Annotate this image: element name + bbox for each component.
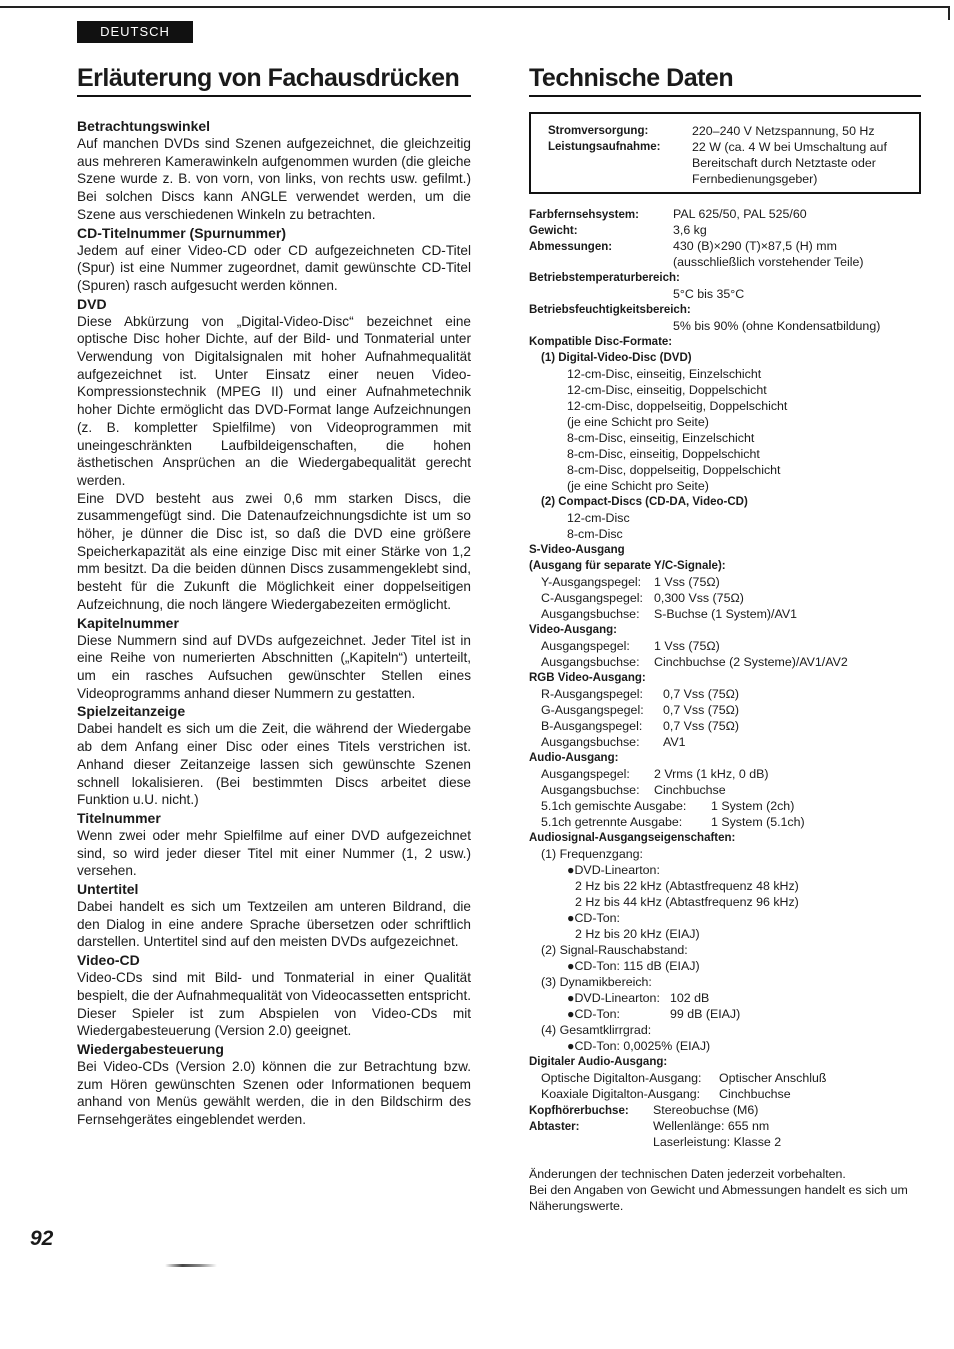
- spec-value: 5% bis 90% (ohne Kondensatbildung): [673, 319, 881, 333]
- spec-value: 2 Vrms (1 kHz, 0 dB): [654, 767, 769, 781]
- disc-format-item: 8-cm-Disc, doppelseitig, Doppelschicht: [567, 463, 781, 477]
- spec-value: Stereobuchse (M6): [653, 1103, 759, 1117]
- spec-value: Cinchbuchse: [654, 783, 726, 797]
- spec-note: (ausschließlich vorstehender Teile): [673, 255, 864, 269]
- spec-value: 2 Hz bis 22 kHz (Abtastfrequenz 48 kHz): [575, 879, 799, 893]
- term-heading: CD-Titelnummer (Spurnummer): [77, 224, 286, 241]
- term-text: Bei Video-CDs (Version 2.0) können die zur Betrachtung bzw. zum Hören gewünschten Szenen oder Informationen bequem anhand von Menüs gewählt werden, die in den Bildschirm des Fernsehgerätes eingeblendet werden.: [77, 1058, 471, 1128]
- term-heading: Wiedergabesteuerung: [77, 1040, 224, 1057]
- spec-sublabel: (2) Signal-Rauschabstand:: [541, 943, 688, 957]
- spec-sublabel: (3) Dynamikbereich:: [541, 975, 652, 989]
- term-text: Dabei handelt es sich um die Zeit, die während der Wiedergabe ab dem Anfang einer Disc oder eines Titels verstrichen ist. Anhand dieser Zeitanzeige lassen sich gewünschte Szenen schnell lokalisieren. (Bei bestimmten Discs arbeitet diese Funktion u.U. nicht.): [77, 721, 471, 808]
- term-text: Jedem auf einer Video-CD oder CD aufgezeichneten CD-Titel (Spur) ist eine Nummer zugeordnet, damit gewünschte CD-Titel (Spuren) rasch aufgesucht werden können.: [77, 242, 471, 293]
- spec-label: Video-Ausgang:: [529, 624, 617, 636]
- spec-value: 2 Hz bis 20 kHz (EIAJ): [575, 927, 700, 941]
- spec-label: Leistungsaufnahme:: [548, 141, 661, 153]
- specs-title: Technische Daten: [529, 64, 921, 97]
- term-text: Wenn zwei oder mehr Spielfilme auf einer DVD aufgezeichnet sind, so wird jeder dieser Titel mit einer Nummer (1, 2 usw.) versehen.: [77, 827, 471, 879]
- spec-value: 3,6 kg: [673, 223, 707, 237]
- term-heading: Video-CD: [77, 952, 140, 969]
- disc-format-heading: (2) Compact-Discs (CD-DA, Video-CD): [541, 496, 748, 508]
- spec-sublabel: C-Ausgangspegel:: [541, 591, 643, 605]
- spec-sublabel: ●CD-Ton:: [567, 1007, 620, 1021]
- spec-value: 1 System (5.1ch): [711, 815, 805, 829]
- spec-label: Abmessungen:: [529, 241, 613, 253]
- note-line: Bei den Angaben von Gewicht und Abmessungen handelt es sich um Näherungswerte.: [529, 1183, 908, 1213]
- spec-label: Abtaster:: [529, 1121, 580, 1133]
- spec-value: ●CD-Ton: 115 dB (EIAJ): [567, 959, 700, 973]
- disc-format-item: 8-cm-Disc: [567, 527, 623, 541]
- spec-sublabel: Ausgangsbuchse:: [541, 607, 640, 621]
- term-text: Video-CDs sind mit Bild- und Tonmaterial in einer Qualität bespielt, die der Aufnahmequalität von Videocassetten entspricht. Dieser Spieler ist zum Abspielen von Video-CDs mit Wiedergabesteuerung (Version 2.0) geeignet.: [77, 970, 471, 1039]
- spec-label: Kopfhörerbuchse:: [529, 1105, 629, 1117]
- disc-format-item: 12-cm-Disc, doppelseitig, Doppelschicht: [567, 399, 788, 413]
- spec-label: Kompatible Disc-Formate:: [529, 336, 673, 348]
- top-rule: [0, 6, 950, 8]
- spec-label: RGB Video-Ausgang:: [529, 672, 646, 684]
- spec-value: 5°C bis 35°C: [673, 287, 745, 301]
- spec-value: Cinchbuchse (2 Systeme)/AV1/AV2: [654, 655, 848, 669]
- spec-label: Farbfernsehsystem:: [529, 209, 639, 221]
- spec-value: 22 W (ca. 4 W bei Umschaltung auf Bereitschaft durch Netztaste oder Fernbedienungsgeber): [692, 140, 887, 186]
- term-text: Diese Abkürzung von „Digital-Video-Disc“ bezeichnet eine optische Disc hoher Dichte, auf der Bild- und Tonmaterial unter Verwendung von Digitalsignalen mit hoher Aufnahmequalität aufgezeichnet ist. Unter Einsatz einer neuen Video-Kompressionstechnik (MPEG II) und einer Aufnahmetechnik hoher Dichte ermöglicht das DVD-Format lange Aufzeichnungen (z. B. kompletter Spielfilme) von Videoprogrammen mit uneingeschränkten Laufbildeigenschaften, die hohen ästhetischen Ansprüchen an die Wiedergabequalität gerecht werden.: [77, 313, 471, 488]
- spec-label: S-Video-Ausgang: [529, 544, 625, 556]
- spec-sublabel: Ausgangsbuchse:: [541, 783, 640, 797]
- spec-sublabel: ●CD-Ton:: [567, 911, 620, 925]
- spec-label: Betriebsfeuchtigkeitsbereich:: [529, 304, 691, 316]
- term-text: Auf manchen DVDs sind Szenen aufgezeichnet, die gleichzeitig aus mehreren Kamerawinkeln aufgenommen wurden (die gleiche Szene wurde z. B. von vorn, von links, von rechts usw. gefilmt.) Bei solchen Discs kann ANGLE verwendet werden, um die Szene aus verschiedenen Winkeln zu betrachten.: [77, 136, 471, 222]
- term-heading: DVD: [77, 295, 107, 312]
- language-tab: DEUTSCH: [77, 21, 193, 43]
- spec-value: 1 Vss (75Ω): [654, 639, 720, 653]
- spec-value: 102 dB: [670, 991, 710, 1005]
- specs-list: [529, 206, 929, 1150]
- spec-sublabel: ●DVD-Linearton:: [567, 863, 660, 877]
- spec-value: 0,7 Vss (75Ω): [663, 719, 740, 733]
- spec-label: Digitaler Audio-Ausgang:: [529, 1056, 668, 1068]
- note-line: Änderungen der technischen Daten jederzeit vorbehalten.: [529, 1167, 846, 1181]
- spec-value: 0,7 Vss (75Ω): [663, 703, 740, 717]
- spec-label: Stromversorgung:: [548, 125, 649, 137]
- spec-value: 1 System (2ch): [711, 799, 795, 813]
- spec-value: 2 Hz bis 44 kHz (Abtastfrequenz 96 kHz): [575, 895, 799, 909]
- spec-label: Audio-Ausgang:: [529, 752, 619, 764]
- spec-label: Audiosignal-Ausgangseigenschaften:: [529, 832, 736, 844]
- spec-value: PAL 625/50, PAL 525/60: [673, 207, 807, 221]
- spec-value: 0,300 Vss (75Ω): [654, 591, 744, 605]
- term-heading: Spielzeitanzeige: [77, 703, 186, 720]
- disc-format-item: 12-cm-Disc, einseitig, Doppelschicht: [567, 383, 767, 397]
- spec-sublabel: Y-Ausgangspegel:: [541, 575, 642, 589]
- spec-sublabel: 5.1ch gemischte Ausgabe:: [541, 799, 687, 813]
- disc-format-item: 8-cm-Disc, einseitig, Doppelschicht: [567, 447, 760, 461]
- spec-sublabel: (1) Frequenzgang:: [541, 847, 643, 861]
- disc-format-item: 8-cm-Disc, einseitig, Einzelschicht: [567, 431, 755, 445]
- spec-value: Laserleistung: Klasse 2: [653, 1135, 782, 1149]
- page-number: 92: [30, 1227, 54, 1250]
- spec-sublabel: Optische Digitalton-Ausgang:: [541, 1071, 702, 1085]
- spec-sublabel: Ausgangsbuchse:: [541, 735, 640, 749]
- spec-sublabel: Ausgangsbuchse:: [541, 655, 640, 669]
- term-heading: Kapitelnummer: [77, 614, 179, 631]
- spec-notes: [529, 1166, 929, 1214]
- term-text: Diese Nummern sind auf DVDs aufgezeichnet. Jeder Titel ist in eine Reihe von numerierten Abschnitten („Kapiteln“) unterteilt, um ein rasches Aufsuchen gewünschter Stellen eines Videoprogramms anhand dieser Nummern zu gestatten.: [77, 632, 471, 701]
- glossary-column: [77, 117, 471, 1129]
- spec-value: S-Buchse (1 System)/AV1: [654, 607, 797, 621]
- spec-value: 220–240 V Netzspannung, 50 Hz: [692, 124, 875, 138]
- power-spec-box: [529, 112, 921, 194]
- spec-sublabel: Ausgangspegel:: [541, 767, 630, 781]
- term-text: Eine DVD besteht aus zwei 0,6 mm starken Discs, die zusammengefügt sind. Die Datenaufzeichnungsdichte ist um so höher, je dünner die Disc ist, so daß die DVD eine größere Speicherkapazität als eine einzige Disc mit einer Stärke von 1,2 mm besitzt. Da die beiden dünnen Discs zusammengeklebt sind, besteht für die Zukunft die Möglichkeit einer doppelseitigen Aufzeichnung, die noch längere Wiedergabezeiten ermöglicht.: [77, 490, 471, 612]
- spec-label: Betriebstemperaturbereich:: [529, 272, 680, 284]
- top-rule-corner: [948, 6, 950, 20]
- spec-sublabel: B-Ausgangspegel:: [541, 719, 643, 733]
- spec-sublabel: ●DVD-Linearton:: [567, 991, 660, 1005]
- spec-sublabel: 5.1ch getrennte Ausgabe:: [541, 815, 683, 829]
- disc-format-item: (je eine Schicht pro Seite): [567, 479, 709, 493]
- spec-value: 99 dB (EIAJ): [670, 1007, 741, 1021]
- spec-value: Wellenlänge: 655 nm: [653, 1119, 770, 1133]
- spec-sublabel: G-Ausgangspegel:: [541, 703, 644, 717]
- spec-label: Gewicht:: [529, 225, 578, 237]
- spec-value: 0,7 Vss (75Ω): [663, 687, 740, 701]
- term-heading: Titelnummer: [77, 809, 161, 826]
- term-text: Dabei handelt es sich um Textzeilen am unteren Bildrand, die den Dialog in eine andere Sprache übersetzen oder schriftlich darstellen. Untertitel sind auf den meisten DVDs aufgezeichnet.: [77, 899, 471, 950]
- disc-format-item: (je eine Schicht pro Seite): [567, 415, 709, 429]
- disc-format-item: 12-cm-Disc: [567, 511, 630, 525]
- spec-sublabel: Koaxiale Digitalton-Ausgang:: [541, 1087, 701, 1101]
- spec-value: Cinchbuchse: [719, 1087, 791, 1101]
- spec-value: 1 Vss (75Ω): [654, 575, 720, 589]
- spec-value: ●CD-Ton: 0,0025% (EIAJ): [567, 1039, 711, 1053]
- spec-sublabel: (4) Gesamtklirrgrad:: [541, 1023, 652, 1037]
- spec-value: AV1: [663, 735, 686, 749]
- disc-format-item: 12-cm-Disc, einseitig, Einzelschicht: [567, 367, 762, 381]
- spec-value: 430 (B)×290 (T)×87,5 (H) mm: [673, 239, 837, 253]
- term-heading: Betrachtungswinkel: [77, 118, 211, 134]
- scan-mark: [165, 1264, 217, 1267]
- spec-label: (Ausgang für separate Y/C-Signale):: [529, 560, 726, 572]
- spec-value: Optischer Anschluß: [719, 1071, 827, 1085]
- glossary-title: Erläuterung von Fachausdrücken: [77, 64, 471, 97]
- term-heading: Untertitel: [77, 881, 139, 898]
- spec-sublabel: Ausgangspegel:: [541, 639, 630, 653]
- disc-format-heading: (1) Digital-Video-Disc (DVD): [541, 352, 692, 364]
- spec-sublabel: R-Ausgangspegel:: [541, 687, 643, 701]
